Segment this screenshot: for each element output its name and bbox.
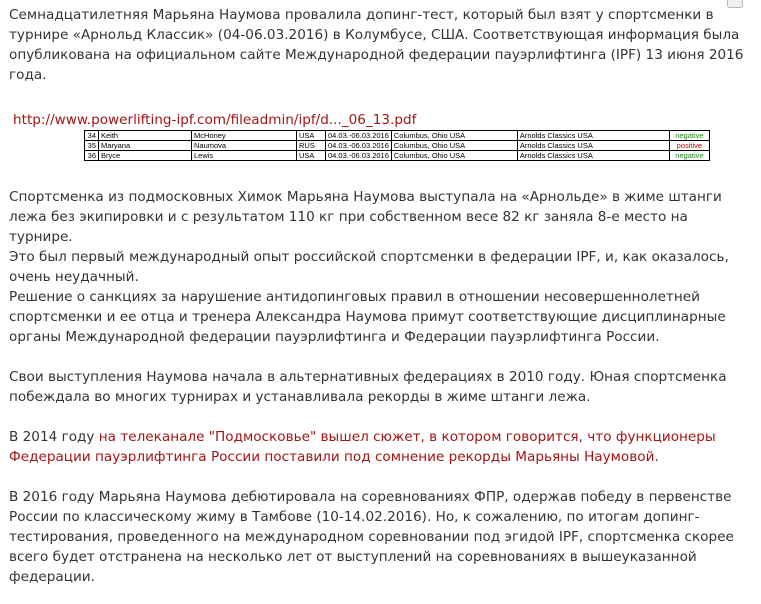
table-cell-dates: 04.03.-06.03.2016: [326, 151, 392, 161]
table-cell-country: RUS: [297, 141, 326, 151]
paragraph-intro: Семнадцатилетняя Марьяна Наумова провалила допинг-тест, который был взят у спортсменки в турнире «Арнольд Классик» (04-06.03.2016) в Колумбусе, США. Соответствующая информация была опубликована на официальном сайте Международной федерации пауэрлифтинга (IPF) 13 июня 2016 года.: [9, 7, 744, 83]
table-cell-dates: 04.03.-06.03.2016: [326, 141, 392, 151]
table-cell-event: Arnolds Classics USA: [517, 131, 669, 141]
table-cell-last: Lewis: [192, 151, 297, 161]
table-cell-dates: 04.03.-06.03.2016: [326, 131, 392, 141]
table-cell-event: Arnolds Classics USA: [517, 151, 669, 161]
paragraph-first-experience: Это был первый международный опыт российской спортсменки в федерации IPF, и, как оказалось, очень неудачный.: [9, 249, 729, 285]
paragraph-2016-debut: В 2016 году Марьяна Наумова дебютировала на соревнованиях ФПР, одержав победу в первенстве России по классическому жиму в Тамбове (10-14.02.2016). Но, к сожалению, по итогам допинг-тестирования, проведенного на международном соревновании под эгидой IPF, спортсменка скорее всего будет отстранена на несколько лет от выступлений на соревнованиях в вышеуказанной федерации.: [9, 489, 734, 585]
tv-report-end: .: [654, 449, 659, 465]
table-cell-place: Columbus, Ohio USA: [391, 141, 517, 151]
paragraph-sanctions: Решение о санкциях за нарушение антидопинговых правил в отношении несовершеннолетней спортсменки и ее отца и тренера Александра Наумова примут соответствующие дисциплинарные органы Международной федерации пауэрлифтинга и Федерации пауэрлифтинга России.: [9, 289, 726, 345]
table-cell-result: negative: [669, 151, 709, 161]
table-cell-first: Bryce: [99, 151, 192, 161]
table-cell-event: Arnolds Classics USA: [517, 141, 669, 151]
table-cell-country: USA: [297, 151, 326, 161]
paragraph-tv-report: [9, 427, 744, 467]
paragraph-competition: Спортсменка из подмосковных Химок Марьяна Наумова выступала на «Арнольде» в жиме штанги лежа без экипировки и с результатом 110 кг при собственном весе 82 кг заняла 8-е место на турнире.: [9, 189, 722, 245]
table-cell-no: 35: [85, 141, 99, 151]
table-row: [85, 141, 710, 151]
table-cell-no: 36: [85, 151, 99, 161]
table-row: [85, 131, 710, 141]
table-cell-result: positive: [669, 141, 709, 151]
tv-report-link[interactable]: на телеканале "Подмосковье" вышел сюжет, в котором говорится, что функционеры Федерации пауэрлифтинга России поставили под сомнение рекорды Марьяны Наумовой: [9, 429, 716, 465]
table-cell-first: Maryana: [99, 141, 192, 151]
table-cell-last: McHoney: [192, 131, 297, 141]
table-cell-place: Columbus, Ohio USA: [391, 131, 517, 141]
table-cell-country: USA: [297, 131, 326, 141]
table-cell-first: Keith: [99, 131, 192, 141]
table-cell-result: negative: [669, 131, 709, 141]
tv-report-lead: В 2014 году: [9, 429, 99, 445]
article-body: [9, 5, 744, 587]
paragraph-career-start: Свои выступления Наумова начала в альтернативных федерациях в 2010 году. Юная спортсменка побеждала во многих турнирах и устанавливала рекорды в жиме штанги лежа.: [9, 369, 727, 405]
doping-results-table-image: [84, 130, 710, 161]
table-cell-last: Naumova: [192, 141, 297, 151]
table-row: [85, 151, 710, 161]
table-cell-no: 34: [85, 131, 99, 141]
ipf-pdf-link[interactable]: http://www.powerlifting-ipf.com/fileadmin/ipf/d..._06_13.pdf: [13, 112, 417, 128]
table-cell-place: Columbus, Ohio USA: [391, 151, 517, 161]
